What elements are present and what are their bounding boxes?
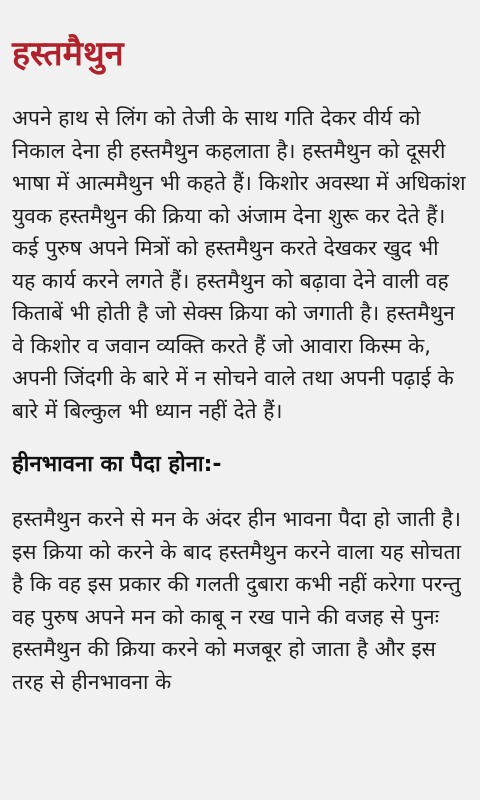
article-paragraph-1: अपने हाथ से लिंग को तेजी के साथ गति देकर वीर्य को निकाल देना ही हस्तमैथुन कहलाता है। हस्तमैथुन को दूसरी भाषा में आत्ममैथुन भी कहते हैं। किशोर अवस्था में अधिकांश युवक हस्तमैथुन की क्रिया को अंजाम देना शुरू कर देते हैं। कई पुरुष अपने मित्रों को हस्तमैथुन करते देखकर खुद भी यह कार्य करने लगते हैं। हस्तमैथुन को बढ़ावा देने वाली वह किताबें भी होती है जो सेक्स क्रिया को जगाती है। हस्तमैथुन वे किशोर व जवान व्यक्ति करते हैं जो आवारा किस्म के, अपनी जिंदगी के बारे में न सोचने वाले तथा अपनी पढ़ाई के बारे में बिल्कुल भी ध्यान नहीं देते हैं। — [12, 106, 466, 423]
article-paragraph-2: हस्तमैथुन करने से मन के अंदर हीन भावना पैदा हो जाती है। इस क्रिया को करने के बाद हस्तमैथुन करने वाला यह सोचता है कि वह इस प्रकार की गलती दुबारा कभी नहीं करेगा परन्तु वह पुरुष अपने मन को काबू न रख पाने की वजह से पुनः हस्तमैथुन की क्रिया करने को मजबूर हो जाता है और इस तरह से हीनभावना के — [12, 507, 461, 694]
page-title: हस्तमैथुन — [12, 34, 124, 74]
section-heading: हीनभावना का पैदा होना:- — [12, 452, 222, 477]
